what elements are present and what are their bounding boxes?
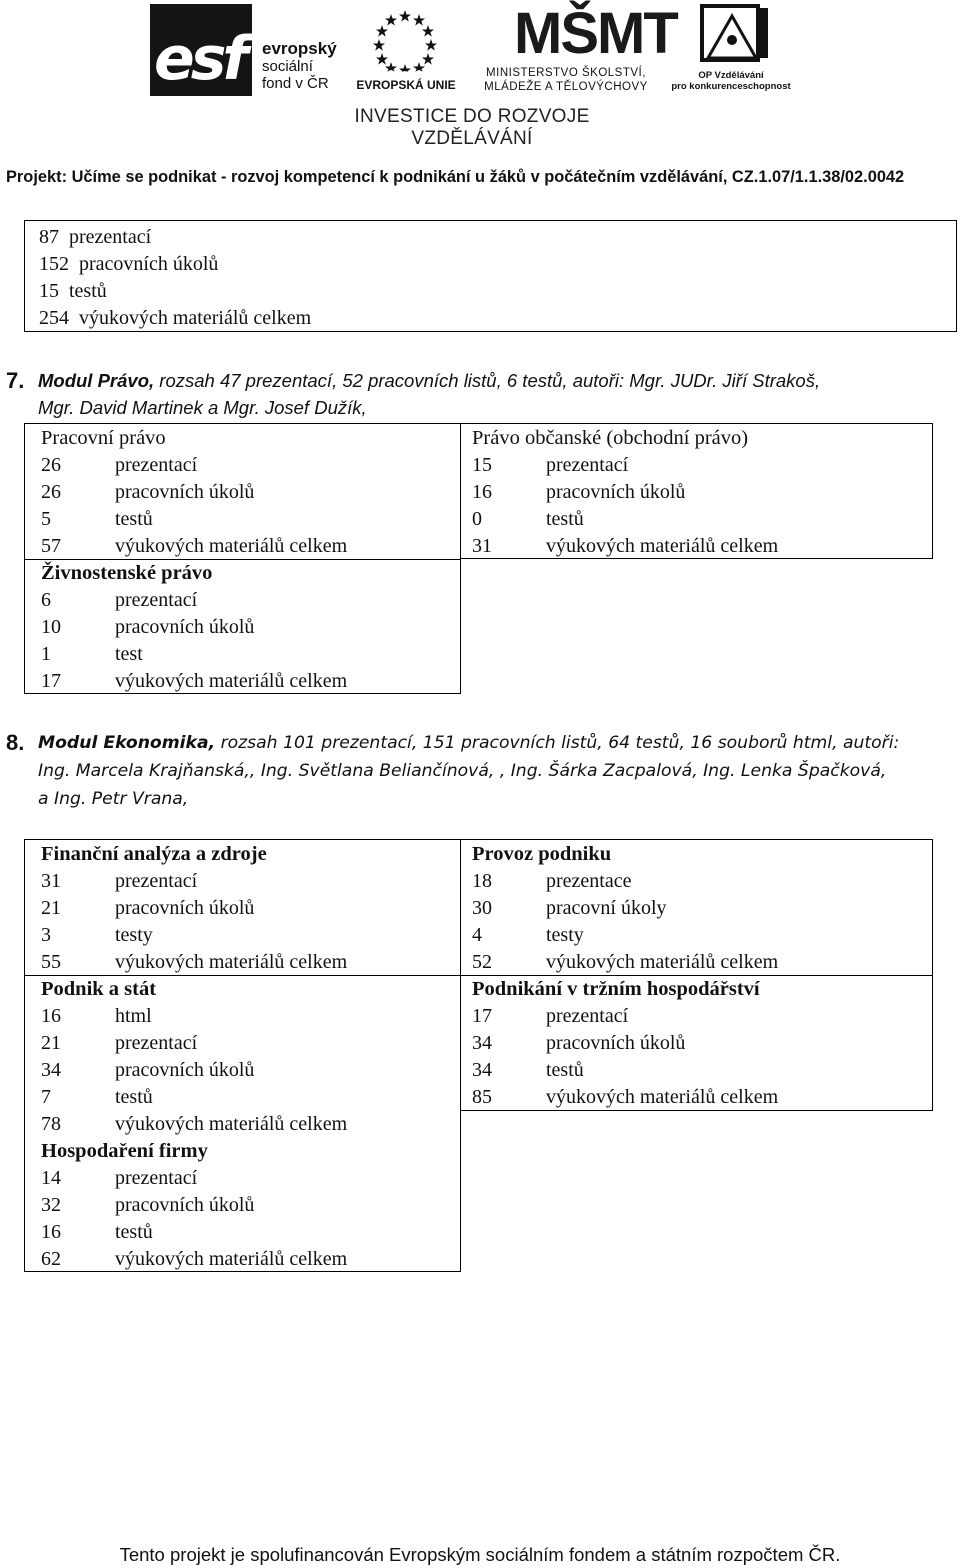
esf-mark-icon: esf [150, 4, 252, 96]
table-heading: Finanční analýza a zdroje [41, 843, 267, 865]
table-row: 34 pracovních úkolů [41, 1059, 255, 1081]
table-heading: Podnik a stát [41, 978, 157, 1000]
table-row: 254 výukových materiálů celkem [39, 307, 312, 329]
table-row: 62 výukových materiálů celkem [41, 1248, 348, 1270]
esf-logo-text: evropský sociální fond v ČR [262, 39, 337, 92]
table-row: 0 testů [472, 508, 584, 530]
opvk-logo-text: OP Vzdělávání pro konkurenceschopnost [671, 70, 791, 92]
table-row: 152 pracovních úkolů [39, 253, 219, 275]
project-title: Projekt: Učíme se podnikat - rozvoj kompetencí k podnikání u žáků v počátečním vzdělávání, CZ.1.07/1.1.38/02.0042 [6, 168, 905, 186]
section-8-left-table [24, 839, 461, 1272]
table-row: 85 výukových materiálů celkem [472, 1086, 779, 1108]
table-row: 31 výukových materiálů celkem [472, 535, 779, 557]
table-heading: Pracovní právo [41, 427, 166, 449]
table-row: 15 prezentací [472, 454, 629, 476]
eu-logo: EVROPSKÁ UNIE [352, 4, 460, 96]
table-row: 31 prezentací [41, 870, 198, 892]
table-row: 14 prezentací [41, 1167, 198, 1189]
investice-slogan: INVESTICE DO ROZVOJE VZDĚLÁVÁNÍ [354, 106, 590, 149]
table-row: 4 testy [472, 924, 584, 946]
table-row: 21 prezentací [41, 1032, 198, 1054]
table-row: 26 pracovních úkolů [41, 481, 255, 503]
opvk-logo [668, 2, 794, 96]
table-row: 17 prezentací [472, 1005, 629, 1027]
table-row: 1 test [41, 643, 143, 665]
section-8-right-table [460, 839, 933, 1111]
table-row: 52 výukových materiálů celkem [472, 951, 779, 973]
table-row: 78 výukových materiálů celkem [41, 1113, 348, 1135]
table-row: 16 html [41, 1005, 152, 1027]
page-footer: Tento projekt je spolufinancován Evropským sociálním fondem a státním rozpočtem ČR. [119, 1544, 841, 1565]
table-row: 34 testů [472, 1059, 584, 1081]
table-heading: Živnostenské právo [41, 562, 213, 584]
table-row: 5 testů [41, 508, 153, 530]
table-row: 16 testů [41, 1221, 153, 1243]
eu-stars-icon [372, 6, 438, 72]
table-heading: Podnikání v tržním hospodářství [472, 978, 760, 1000]
table-row: 87 prezentací [39, 226, 152, 248]
header-logos [0, 0, 960, 149]
msmt-logo-text: MINISTERSTVO ŠKOLSTVÍ, MLÁDEŽE A TĚLOVÝCHOVY [484, 67, 648, 93]
table-row: 21 pracovních úkolů [41, 897, 255, 919]
msmt-logo [466, 0, 677, 96]
table-row: 57 výukových materiálů celkem [41, 535, 348, 557]
table-row: 18 prezentace [472, 870, 632, 892]
msmt-mark-icon: MŠMT [514, 1, 677, 66]
table-heading: Právo občanské (obchodní právo) [472, 427, 749, 449]
table-row: 7 testů [41, 1086, 153, 1108]
table-row: 3 testy [41, 924, 153, 946]
table-row: 32 pracovních úkolů [41, 1194, 255, 1216]
table-row: 6 prezentací [41, 589, 198, 611]
table-row: 17 výukových materiálů celkem [41, 670, 348, 692]
table-row: 10 pracovních úkolů [41, 616, 255, 638]
section-7-left-table [24, 423, 461, 694]
table-row: 55 výukových materiálů celkem [41, 951, 348, 973]
section-7-heading: 7. Modul Právo, rozsah 47 prezentací, 52 pracovních listů, 6 testů, autoři: Mgr. JUDr. Jiří Strakoš, Mgr. David Martinek a Mgr. Josef Dužík, [6, 368, 821, 418]
table-heading: Provoz podniku [472, 843, 612, 865]
table-row: 15 testů [39, 280, 107, 302]
top-summary-table [24, 220, 957, 332]
table-row: 30 pracovní úkoly [472, 897, 667, 919]
table-heading: Hospodaření firmy [41, 1140, 208, 1162]
table-row: 34 pracovních úkolů [472, 1032, 686, 1054]
table-row: 16 pracovních úkolů [472, 481, 686, 503]
esf-logo [150, 4, 340, 96]
section-7-right-table [460, 423, 933, 559]
section-8-heading: 8. Modul Ekonomika, rozsah 101 prezentací, 151 pracovních listů, 64 testů, 16 souborů html, autoři: Ing. Marcela Krajňanská,, Ing. Světlana Beliančínová, , Ing. Šárka Zacpalová, Ing. Lenka Špačková, a Ing. Petr Vrana, [6, 730, 900, 809]
table-row: 26 prezentací [41, 454, 198, 476]
opvk-mark-icon [698, 2, 770, 64]
